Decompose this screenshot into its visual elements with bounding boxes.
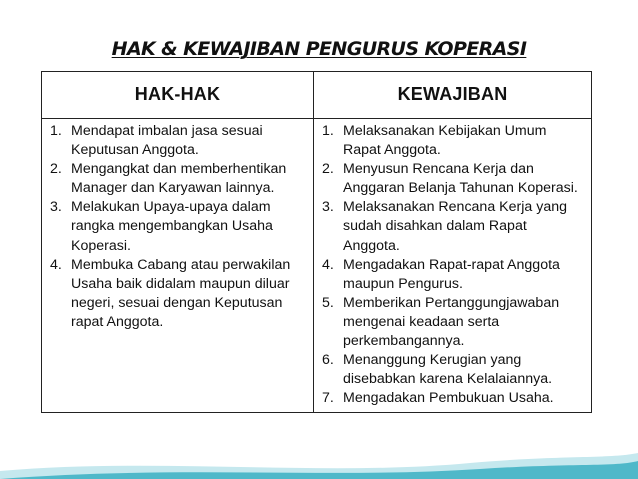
kewajiban-item-text: Melaksanakan Rencana Kerja yang sudah disahkan dalam Rapat Anggota. [343, 199, 567, 254]
hak-item-text: Melakukan Upaya-upaya dalam rangka mengembangkan Usaha Koperasi. [71, 199, 273, 254]
kewajiban-item [322, 389, 585, 408]
kewajiban-item-number: 6. [322, 352, 334, 369]
kewajiban-item-number: 3. [322, 199, 334, 216]
kewajiban-item [322, 351, 585, 389]
decorative-wave [0, 449, 638, 479]
hak-item-number: 4. [50, 256, 62, 273]
hak-list [50, 122, 307, 332]
slide-title: HAK & KEWAJIBAN PENGURUS KOPERASI [111, 38, 527, 60]
kewajiban-item-number: 2. [322, 161, 334, 178]
hak-item-number: 1. [50, 123, 62, 139]
hak-item [50, 198, 307, 255]
kewajiban-item [322, 256, 585, 294]
kewajiban-item [322, 294, 585, 351]
kewajiban-list [322, 122, 585, 408]
header-hak: HAK-HAK [42, 72, 314, 119]
kewajiban-item-text: Menanggung Kerugian yang disebabkan karena Kelalaiannya. [343, 352, 553, 388]
hak-cell [42, 119, 314, 413]
kewajiban-item [322, 160, 585, 198]
kewajiban-item-text: Memberikan Pertanggungjawaban mengenai keadaan serta perkembangannya. [343, 294, 560, 350]
kewajiban-cell [314, 119, 592, 413]
table-header-row [42, 72, 592, 119]
hak-item [50, 122, 307, 160]
kewajiban-item-text: Melaksanakan Kebijakan Umum Rapat Anggota. [343, 123, 547, 159]
hak-item-number: 3. [50, 199, 62, 216]
kewajiban-item-text: Mengadakan Rapat-rapat Anggota maupun Pengurus. [343, 256, 560, 292]
hak-item [50, 160, 307, 198]
rights-obligations-table [41, 71, 592, 413]
kewajiban-item-number: 5. [322, 294, 334, 311]
kewajiban-item-number: 1. [322, 123, 334, 139]
kewajiban-item [322, 198, 585, 255]
hak-item-text: Mengangkat dan memberhentikan Manager dan Karyawan lainnya. [71, 161, 287, 197]
kewajiban-item [322, 122, 585, 160]
kewajiban-item-text: Mengadakan Pembukuan Usaha. [343, 390, 554, 407]
hak-item [50, 256, 307, 332]
table-body-row [42, 119, 592, 413]
header-kewajiban: KEWAJIBAN [314, 72, 592, 119]
kewajiban-item-number: 4. [322, 256, 334, 273]
hak-item-number: 2. [50, 161, 62, 178]
kewajiban-item-text: Menyusun Rencana Kerja dan Anggaran Belanja Tahunan Koperasi. [343, 161, 578, 197]
hak-item-text: Membuka Cabang atau perwakilan Usaha baik didalam maupun diluar negeri, sesuai dengan Keputusan rapat Anggota. [71, 256, 291, 330]
hak-item-text: Mendapat imbalan jasa sesuai Keputusan Anggota. [71, 123, 263, 159]
kewajiban-item-number: 7. [322, 390, 334, 407]
